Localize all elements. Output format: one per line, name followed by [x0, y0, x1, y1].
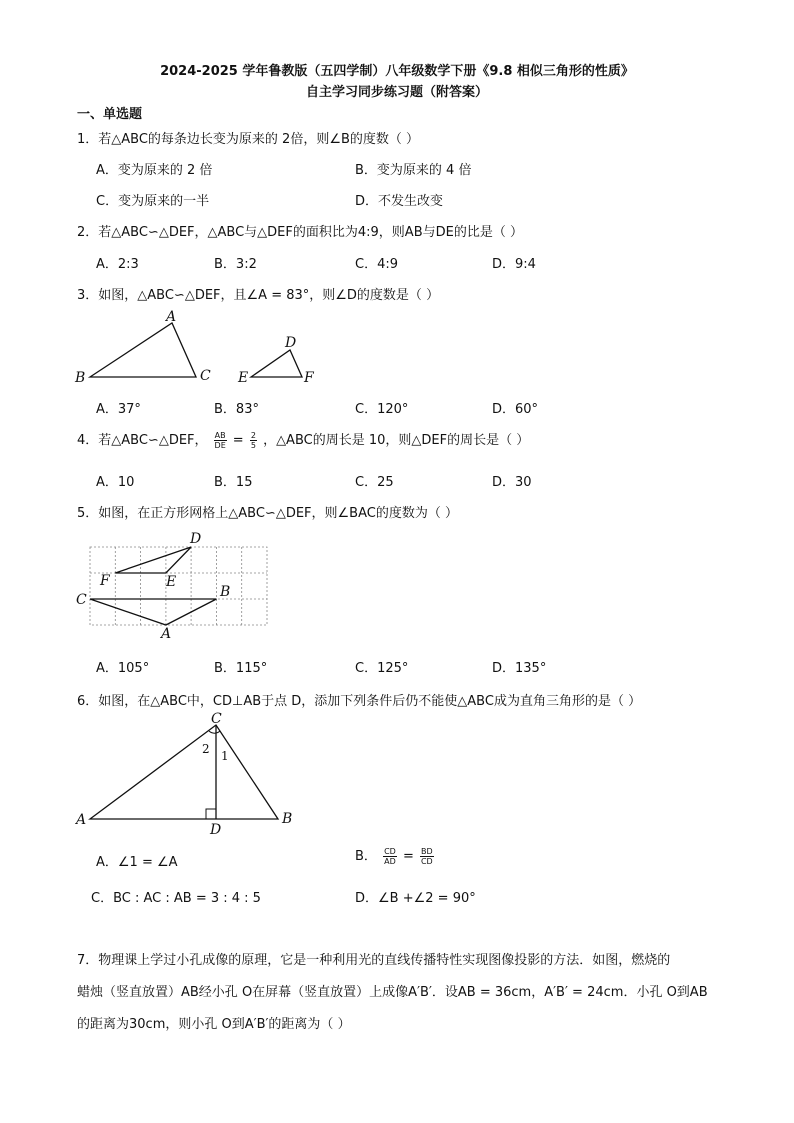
- label-b: B: [220, 584, 231, 600]
- triangle-def: [115, 547, 191, 573]
- q1-stem: 1．若△ABC的每条边长变为原来的 2倍，则∠B的度数（ ）: [77, 132, 420, 147]
- q4-equals: =: [232, 433, 244, 448]
- q4-option-c: C．25: [355, 475, 394, 490]
- q3-option-c: C．120°: [355, 402, 409, 417]
- label-c: C: [200, 368, 211, 384]
- square-grid: [90, 547, 267, 625]
- q6-option-c: C．BC : AC : AB = 3 : 4 : 5: [91, 891, 261, 906]
- q4-option-d: D．30: [492, 475, 532, 490]
- q2-option-a: A．2:3: [96, 257, 139, 272]
- q6-option-b: [355, 845, 436, 866]
- q4-stem-b: ，△ABC的周长是 10，则△DEF的周长是（ ）: [263, 433, 530, 448]
- q2-option-c: C．4:9: [355, 257, 398, 272]
- section-heading: 一、单选题: [77, 107, 143, 122]
- q6-fraction-cd-ad: [383, 847, 397, 866]
- label-e: E: [166, 574, 177, 590]
- q7-line1: 7．物理课上学过小孔成像的原理，它是一种利用光的直线传播特性实现图像投影的方法．如图，燃烧的: [77, 953, 671, 968]
- q6-figure: [70, 708, 310, 838]
- label-d: D: [285, 335, 297, 351]
- q3-stem: 3．如图，△ABC∽△DEF，且∠A = 83°，则∠D的度数是（ ）: [77, 288, 440, 303]
- doc-title-line2: 自主学习同步练习题（附答案）: [305, 85, 488, 100]
- doc-title-line1: 2024-2025 学年鲁教版（五四学制）八年级数学下册《9.8 相似三角形的性质》: [160, 64, 634, 79]
- label-b: B: [75, 370, 86, 386]
- triangle-abc: [90, 323, 196, 377]
- q6-option-b-prefix: B．: [355, 849, 377, 864]
- q3-option-d: D．60°: [492, 402, 539, 417]
- right-angle-mark: [206, 809, 216, 819]
- angle-arc: [209, 731, 220, 733]
- q2-stem: 2．若△ABC∽△DEF，△ABC与△DEF的面积比为4:9，则AB与DE的比是（ ）: [77, 225, 523, 240]
- label-a: A: [76, 812, 87, 828]
- q1-option-a: A．变为原来的 2 倍: [96, 163, 213, 178]
- triangle-abc: [90, 725, 278, 819]
- q6-fraction-bd-cd: [420, 847, 434, 866]
- label-f: F: [100, 573, 110, 589]
- q4-frac1-denominator: DE: [214, 441, 226, 450]
- q5-option-b: B．115°: [214, 661, 268, 676]
- q1-option-c: C．变为原来的一半: [96, 194, 210, 209]
- angle-1-label: 1: [221, 749, 229, 763]
- label-d: D: [210, 822, 222, 838]
- q1-option-b: B．变为原来的 4 倍: [355, 163, 472, 178]
- q5-option-d: D．135°: [492, 661, 547, 676]
- q1-option-d: D．不发生改变: [355, 194, 444, 209]
- triangle-def: [251, 350, 302, 377]
- q6-option-d: D．∠B +∠2 = 90°: [355, 891, 476, 906]
- label-d: D: [190, 531, 202, 547]
- q4-frac2-denominator: 5: [250, 441, 256, 450]
- q6-frac2-numerator: BD: [421, 847, 433, 856]
- q6-option-a: A．∠1 = ∠A: [96, 855, 178, 870]
- label-e: E: [238, 370, 249, 386]
- q6-frac1-numerator: CD: [384, 847, 396, 856]
- label-c: C: [76, 592, 87, 608]
- label-a: A: [161, 626, 172, 642]
- q4-frac1-numerator: AB: [214, 431, 226, 440]
- q5-stem: 5．如图，在正方形网格上△ABC∽△DEF，则∠BAC的度数为（ ）: [77, 506, 458, 521]
- q4-stem-a: 4．若△ABC∽△DEF，: [77, 433, 208, 448]
- q6-option-b-equals: =: [402, 849, 414, 864]
- q4-fraction-2-5: [250, 431, 257, 450]
- q6-frac1-denominator: AD: [384, 857, 396, 866]
- q3-option-b: B．83°: [214, 402, 259, 417]
- q4-frac2-numerator: 2: [250, 431, 256, 440]
- q7-line2: 蜡烛（竖直放置）AB经小孔 O在屏幕（竖直放置）上成像A′B′．设AB = 36cm，A′B′ = 24cm．小孔 O到AB: [77, 985, 708, 1000]
- q7-line3: 的距离为30cm，则小孔 O到A′B′的距离为（ ）: [77, 1017, 351, 1032]
- label-c: C: [211, 711, 222, 727]
- angle-2-label: 2: [202, 742, 210, 756]
- q5-option-c: C．125°: [355, 661, 409, 676]
- label-f: F: [304, 370, 314, 386]
- q5-option-a: A．105°: [96, 661, 150, 676]
- label-b: B: [282, 811, 293, 827]
- q2-option-b: B．3:2: [214, 257, 257, 272]
- q4-option-b: B．15: [214, 475, 253, 490]
- q4-stem: [77, 429, 529, 450]
- q3-figure: [70, 305, 330, 390]
- q6-stem: 6．如图，在△ABC中，CD⊥AB于点 D，添加下列条件后仍不能使△ABC成为直角三角形的是（ ）: [77, 694, 642, 709]
- q4-fraction-ab-de: [214, 431, 227, 450]
- label-a: A: [166, 309, 177, 325]
- q6-frac2-denominator: CD: [420, 857, 433, 866]
- triangle-abc: [90, 599, 216, 625]
- q3-option-a: A．37°: [96, 402, 141, 417]
- q5-grid-figure: [70, 527, 280, 642]
- q4-option-a: A．10: [96, 475, 135, 490]
- q2-option-d: D．9:4: [492, 257, 536, 272]
